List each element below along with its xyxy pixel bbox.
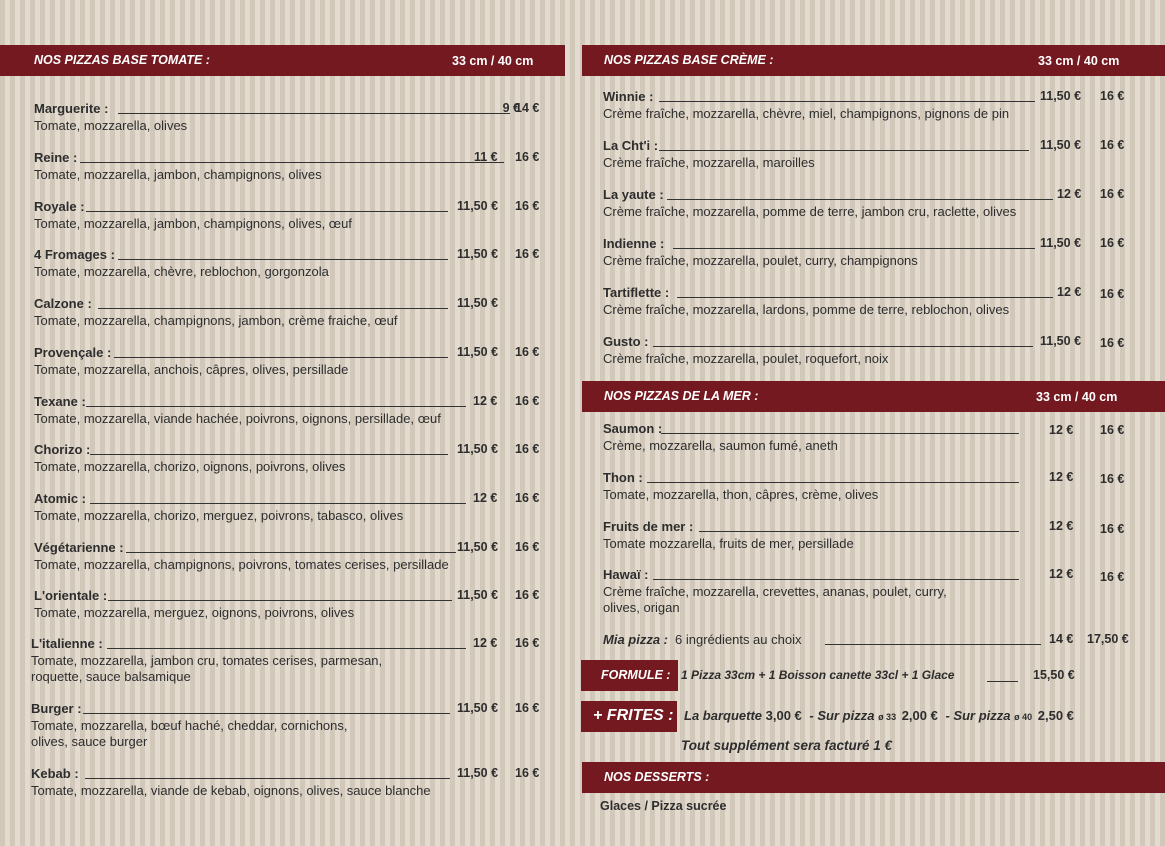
- price-33: 11,50 €: [1040, 138, 1082, 152]
- sur-pizza-33-label: - Sur pizza: [809, 708, 875, 723]
- desserts-text: Glaces / Pizza sucrée: [600, 799, 727, 813]
- leader-line: [86, 406, 466, 407]
- item-description: Crème, mozzarella, saumon fumé, aneth: [603, 438, 838, 453]
- item-name: La yaute :: [603, 187, 664, 202]
- price-33: 12 €: [1057, 187, 1082, 201]
- formule-price: 15,50 €: [1033, 668, 1075, 682]
- item-name: Chorizo :: [34, 442, 91, 457]
- size-40: ø 40: [1014, 712, 1033, 722]
- price-33: 12 €: [1049, 567, 1074, 581]
- price-33: 12 €: [473, 636, 498, 650]
- item-description: Tomate, mozzarella, jambon cru, tomates cerises, parmesan,: [31, 653, 383, 668]
- leader-line: [90, 503, 466, 504]
- size-33: ø 33: [878, 712, 897, 722]
- leader-line: [108, 600, 452, 601]
- price-33: 11,50 €: [457, 540, 499, 554]
- price-40: 16 €: [1100, 570, 1125, 584]
- item-name: Saumon :: [603, 421, 663, 436]
- price-40: 17,50 €: [1087, 632, 1129, 646]
- section-title: NOS PIZZAS BASE CRÈME :: [604, 53, 774, 67]
- section-header-creme: [582, 45, 1165, 76]
- item-name: Kebab :: [31, 766, 79, 781]
- leader-line: [83, 713, 450, 714]
- item-name: Royale :: [34, 199, 85, 214]
- item-description: Crème fraîche, mozzarella, poulet, curry, champignons: [603, 253, 918, 268]
- price-33: 11,50 €: [457, 296, 499, 310]
- price-33: 9 €: [502, 101, 520, 115]
- leader-line: [677, 297, 1053, 298]
- price-40: 16 €: [515, 345, 540, 359]
- item-description: Tomate, mozzarella, chèvre, reblochon, gorgonzola: [34, 264, 329, 279]
- price-40: 16 €: [1100, 423, 1125, 437]
- item-description: 6 ingrédients au choix: [675, 632, 802, 647]
- item-description: Tomate, mozzarella, anchois, câpres, olives, persillade: [34, 362, 349, 377]
- price-33: 12 €: [473, 491, 498, 505]
- leader-line: [699, 531, 1019, 532]
- price-40: 16 €: [1100, 472, 1125, 486]
- leader-line: [118, 259, 448, 260]
- price-40: 16 €: [1100, 336, 1125, 350]
- leader-line: [98, 308, 448, 309]
- item-name: Gusto :: [603, 334, 649, 349]
- formule-label: FORMULE :: [601, 668, 671, 682]
- leader-line: [114, 357, 448, 358]
- supplement-note: Tout supplément sera facturé 1 €: [681, 738, 893, 753]
- price-40: 16 €: [515, 766, 540, 780]
- price-33: 11,50 €: [457, 588, 499, 602]
- price-40: 16 €: [1100, 89, 1125, 103]
- item-name: Tartiflette :: [603, 285, 670, 300]
- size-header: 33 cm / 40 cm: [1036, 390, 1118, 404]
- price-40: 16 €: [1100, 138, 1125, 152]
- price-40: 14 €: [515, 101, 540, 115]
- item-name: Reine :: [34, 150, 78, 165]
- item-description: Crème fraîche, mozzarella, maroilles: [603, 155, 815, 170]
- item-description-line2: olives, origan: [603, 600, 680, 615]
- price-33: 12 €: [473, 394, 498, 408]
- item-description: Tomate, mozzarella, jambon, champignons, olives: [34, 167, 322, 182]
- frites-label: + FRITES :: [593, 707, 674, 724]
- price-33: 12 €: [1049, 423, 1074, 437]
- frites-prices: [684, 708, 1074, 723]
- item-description-line2: roquette, sauce balsamique: [31, 669, 191, 684]
- price-40: 16 €: [515, 442, 540, 456]
- price-40: 16 €: [515, 247, 540, 261]
- price-33: 11,50 €: [457, 701, 499, 715]
- item-description: Crème fraîche, mozzarella, lardons, pomme de terre, reblochon, olives: [603, 302, 1010, 317]
- price-40: 16 €: [1100, 522, 1125, 536]
- price-40: 16 €: [515, 150, 540, 164]
- item-description: Tomate, mozzarella, viande hachée, poivrons, oignons, persillade, œuf: [34, 411, 441, 426]
- item-description: Tomate, mozzarella, bœuf haché, cheddar, cornichons,: [31, 718, 348, 733]
- section-title: NOS PIZZAS DE LA MER :: [604, 389, 759, 403]
- price-33: 12 €: [1049, 519, 1074, 533]
- sur-pizza-40-price: 2,50 €: [1037, 708, 1074, 723]
- leader-line: [673, 248, 1035, 249]
- item-description: Tomate, mozzarella, viande de kebab, oignons, olives, sauce blanche: [31, 783, 431, 798]
- item-name: Texane :: [34, 394, 86, 409]
- price-33: 12 €: [1049, 470, 1074, 484]
- item-name: L'orientale :: [34, 588, 108, 603]
- size-header: 33 cm / 40 cm: [1038, 54, 1120, 68]
- leader-line: [661, 433, 1019, 434]
- price-40: 16 €: [515, 588, 540, 602]
- price-33: 11,50 €: [457, 199, 499, 213]
- item-name: Thon :: [603, 470, 643, 485]
- price-33: 11,50 €: [457, 766, 499, 780]
- leader-line: [647, 482, 1019, 483]
- barquette-label: La barquette: [684, 708, 763, 723]
- price-40: 16 €: [1100, 236, 1125, 250]
- item-description: Tomate mozzarella, fruits de mer, persillade: [603, 536, 854, 551]
- formule-text: 1 Pizza 33cm + 1 Boisson canette 33cl + 1 Glace: [681, 668, 955, 682]
- item-name: L'italienne :: [31, 636, 103, 651]
- item-name: Calzone :: [34, 296, 92, 311]
- size-header: 33 cm / 40 cm: [452, 54, 534, 68]
- leader-line: [85, 778, 450, 779]
- section-header-mer: [582, 381, 1165, 412]
- section-header-tomate: [0, 45, 565, 76]
- leader-line: [118, 113, 510, 114]
- section-header-desserts: [582, 762, 1165, 793]
- item-name: Atomic :: [34, 491, 86, 506]
- section-title: NOS DESSERTS :: [604, 770, 710, 784]
- sur-pizza-40-label: - Sur pizza: [945, 708, 1011, 723]
- price-33: 11 €: [474, 150, 498, 164]
- price-40: 16 €: [515, 636, 540, 650]
- item-description: Crème fraîche, mozzarella, chèvre, miel, champignons, pignons de pin: [603, 106, 1010, 121]
- price-40: 16 €: [515, 701, 540, 715]
- item-description: Crème fraîche, mozzarella, crevettes, ananas, poulet, curry,: [603, 584, 947, 599]
- frites-badge: [581, 701, 677, 732]
- price-33: 11,50 €: [1040, 89, 1082, 103]
- price-40: 16 €: [515, 491, 540, 505]
- item-name: Indienne :: [603, 236, 665, 251]
- leader-line: [90, 454, 448, 455]
- leader-line: [126, 552, 456, 553]
- item-name: Marguerite :: [34, 101, 109, 116]
- price-40: 16 €: [515, 199, 540, 213]
- item-name: La Cht'i :: [603, 138, 659, 153]
- item-name: Burger :: [31, 701, 82, 716]
- item-description: Crème fraîche, mozzarella, pomme de terre, jambon cru, raclette, olives: [603, 204, 1017, 219]
- price-33: 12 €: [1057, 285, 1082, 299]
- item-description-line2: olives, sauce burger: [31, 734, 148, 749]
- item-description: Tomate, mozzarella, thon, câpres, crème, olives: [603, 487, 879, 502]
- item-description: Tomate, mozzarella, champignons, poivrons, tomates cerises, persillade: [34, 557, 449, 572]
- sur-pizza-33-price: 2,00 €: [901, 708, 938, 723]
- leader-line: [659, 101, 1035, 102]
- formule-badge: [581, 660, 678, 691]
- price-33: 11,50 €: [457, 345, 499, 359]
- section-title: NOS PIZZAS BASE TOMATE :: [34, 53, 210, 67]
- leader-line: [825, 644, 1041, 645]
- item-name: Fruits de mer :: [603, 519, 694, 534]
- leader-line: [80, 162, 504, 163]
- item-description: Crème fraîche, mozzarella, poulet, roquefort, noix: [603, 351, 889, 366]
- price-33: 11,50 €: [1040, 236, 1082, 250]
- item-description: Tomate, mozzarella, chorizo, oignons, poivrons, olives: [34, 459, 346, 474]
- leader-line: [653, 579, 1019, 580]
- item-description: Tomate, mozzarella, olives: [34, 118, 188, 133]
- item-description: Tomate, mozzarella, jambon, champignons, olives, œuf: [34, 216, 352, 231]
- item-name: Winnie :: [603, 89, 654, 104]
- price-33: 14 €: [1049, 632, 1074, 646]
- formule-line: [987, 681, 1018, 682]
- leader-line: [86, 211, 448, 212]
- item-description: Tomate, mozzarella, champignons, jambon, crème fraiche, œuf: [34, 313, 398, 328]
- item-name: Mia pizza :: [603, 632, 669, 647]
- price-40: 16 €: [1100, 287, 1125, 301]
- price-40: 16 €: [515, 540, 540, 554]
- item-description: Tomate, mozzarella, merguez, oignons, poivrons, olives: [34, 605, 355, 620]
- leader-line: [653, 346, 1033, 347]
- item-name: 4 Fromages :: [34, 247, 115, 262]
- item-name: Provençale :: [34, 345, 112, 360]
- item-name: Hawaï :: [603, 567, 649, 582]
- leader-line: [667, 199, 1053, 200]
- price-33: 11,50 €: [1040, 334, 1082, 348]
- price-40: 16 €: [515, 394, 540, 408]
- price-40: 16 €: [1100, 187, 1125, 201]
- barquette-price: 3,00 €: [765, 708, 802, 723]
- item-name: Végétarienne :: [34, 540, 124, 555]
- price-33: 11,50 €: [457, 247, 499, 261]
- leader-line: [659, 150, 1029, 151]
- leader-line: [107, 648, 466, 649]
- item-description: Tomate, mozzarella, chorizo, merguez, poivrons, tabasco, olives: [34, 508, 404, 523]
- price-33: 11,50 €: [457, 442, 499, 456]
